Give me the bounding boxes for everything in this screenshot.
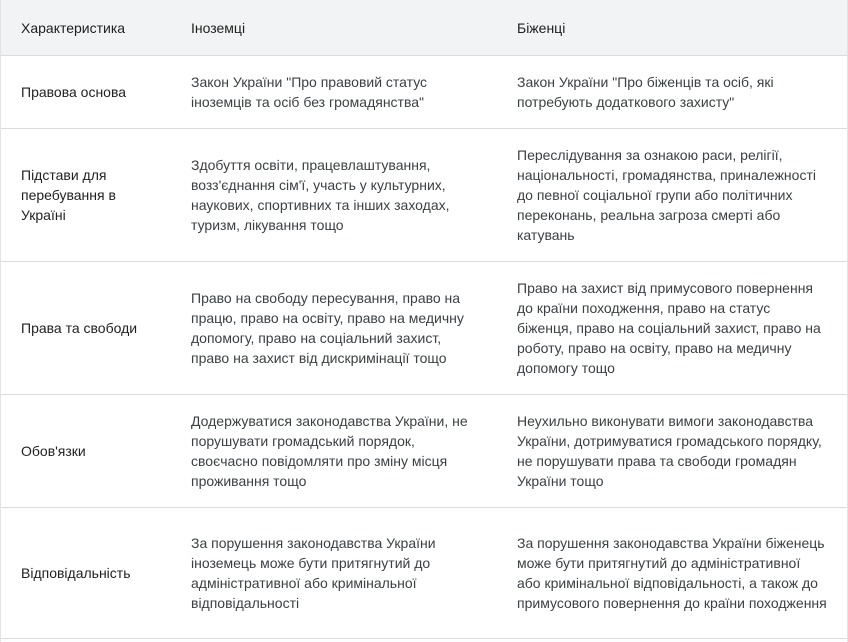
refugees-cell: За порушення законодавства України біженець може бути притягнутий до адміністративної або кримінальної відповідальності, а також до примусового повернення до країни походження bbox=[497, 508, 847, 639]
refugees-cell: Неухильно виконувати вимоги законодавства України, дотримуватися громадського порядку, не порушувати права та свободи громадян України тощо bbox=[497, 395, 847, 508]
row-label: Правова основа bbox=[1, 56, 171, 129]
header-refugees: Біженці bbox=[497, 0, 847, 56]
table-row bbox=[1, 508, 847, 639]
row-label: Підстави для перебування в Україні bbox=[1, 129, 171, 262]
foreigners-cell: Право на свободу пересування, право на працю, право на освіту, право на медичну допомогу, право на соціальний захист, право на захист від дискримінації тощо bbox=[171, 262, 497, 395]
table-header-row bbox=[1, 0, 847, 56]
foreigners-cell: За порушення законодавства України іноземець може бути притягнутий до адміністративної або кримінальної відповідальності bbox=[171, 508, 497, 639]
header-foreigners: Іноземці bbox=[171, 0, 497, 56]
row-label: Права та свободи bbox=[1, 262, 171, 395]
comparison-table bbox=[1, 0, 847, 639]
row-label: Обов'язки bbox=[1, 395, 171, 508]
table-row bbox=[1, 56, 847, 129]
refugees-cell: Закон України "Про біженців та осіб, які потребують додаткового захисту" bbox=[497, 56, 847, 129]
foreigners-cell: Здобуття освіти, працевлаштування, возз'єднання сім'ї, участь у культурних, наукових, спортивних та інших заходах, туризм, лікування тощо bbox=[171, 129, 497, 262]
table-row bbox=[1, 262, 847, 395]
foreigners-cell: Додержуватися законодавства України, не порушувати громадський порядок, своєчасно повідомляти про зміну місця проживання тощо bbox=[171, 395, 497, 508]
refugees-cell: Переслідування за ознакою раси, релігії, національності, громадянства, приналежності до певної соціальної групи або політичних переконань, реальна загроза смерті або катувань bbox=[497, 129, 847, 262]
row-label: Відповідальність bbox=[1, 508, 171, 639]
table-row bbox=[1, 395, 847, 508]
header-characteristic: Характеристика bbox=[1, 0, 171, 56]
table-row bbox=[1, 129, 847, 262]
refugees-cell: Право на захист від примусового повернення до країни походження, право на статус біженця, право на соціальний захист, право на роботу, право на освіту, право на медичну допомогу тощо bbox=[497, 262, 847, 395]
foreigners-cell: Закон України "Про правовий статус іноземців та осіб без громадянства" bbox=[171, 56, 497, 129]
